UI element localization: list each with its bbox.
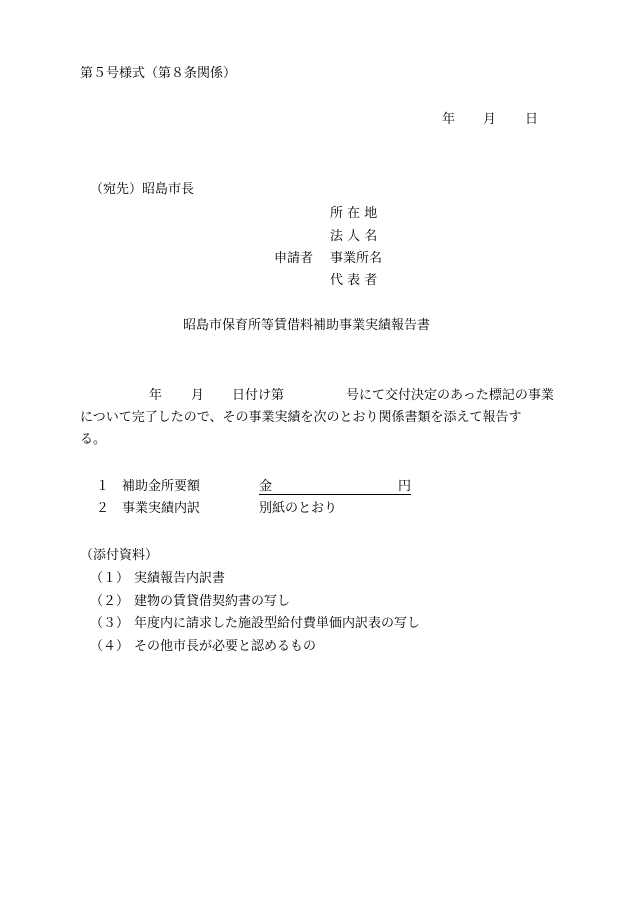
attachment-text: その他市長が必要と認めるもの	[134, 639, 317, 654]
item-2-value: 別紙のとおり	[259, 501, 338, 516]
item-1-number: １	[96, 479, 110, 494]
amount-suffix: 円	[397, 479, 411, 494]
form-number: 第５号様式（第８条関係）	[80, 66, 237, 81]
field-location-label: 所 在 地	[330, 206, 378, 221]
attachment-text: 建物の賃貸借契約書の写し	[134, 594, 291, 609]
field-representative-label: 代 表 者	[330, 273, 378, 288]
attachment-number: （１）	[90, 571, 130, 586]
field-corporation-label: 法 人 名	[330, 229, 378, 244]
item-2-number: ２	[96, 501, 110, 516]
body-month-label: 月	[191, 388, 205, 403]
document-title: 昭島市保育所等賃借料補助事業実績報告書	[183, 318, 431, 333]
subsidy-amount-line	[259, 480, 411, 495]
date-month-label: 月	[483, 112, 497, 127]
body-continuation: 号にて交付決定のあった標記の事業	[346, 388, 554, 403]
body-dated-number-label: 日付け第	[232, 388, 285, 403]
item-2-label: 事業実績内訳	[122, 501, 201, 516]
field-office-label: 事業所名	[330, 251, 383, 266]
item-1-label: 補助金所要額	[122, 479, 201, 494]
applicant-label: 申請者	[274, 251, 314, 266]
attachments-title: （添付資料）	[80, 548, 159, 563]
attachment-number: （２）	[90, 594, 130, 609]
attachment-text: 実績報告内訳書	[134, 571, 226, 586]
attachment-text: 年度内に請求した施設型給付費単価内訳表の写し	[134, 616, 421, 631]
date-day-label: 日	[525, 112, 539, 127]
amount-prefix: 金	[259, 479, 273, 494]
addressee: （宛先）昭島市長	[90, 182, 195, 197]
date-year-label: 年	[442, 112, 456, 127]
body-line-3: る。	[80, 432, 107, 447]
attachment-number: （４）	[90, 639, 130, 654]
body-year-label: 年	[149, 388, 163, 403]
attachment-number: （３）	[90, 616, 130, 631]
body-line-2: について完了したので、その事業実績を次のとおり関係書類を添えて報告す	[80, 410, 522, 425]
